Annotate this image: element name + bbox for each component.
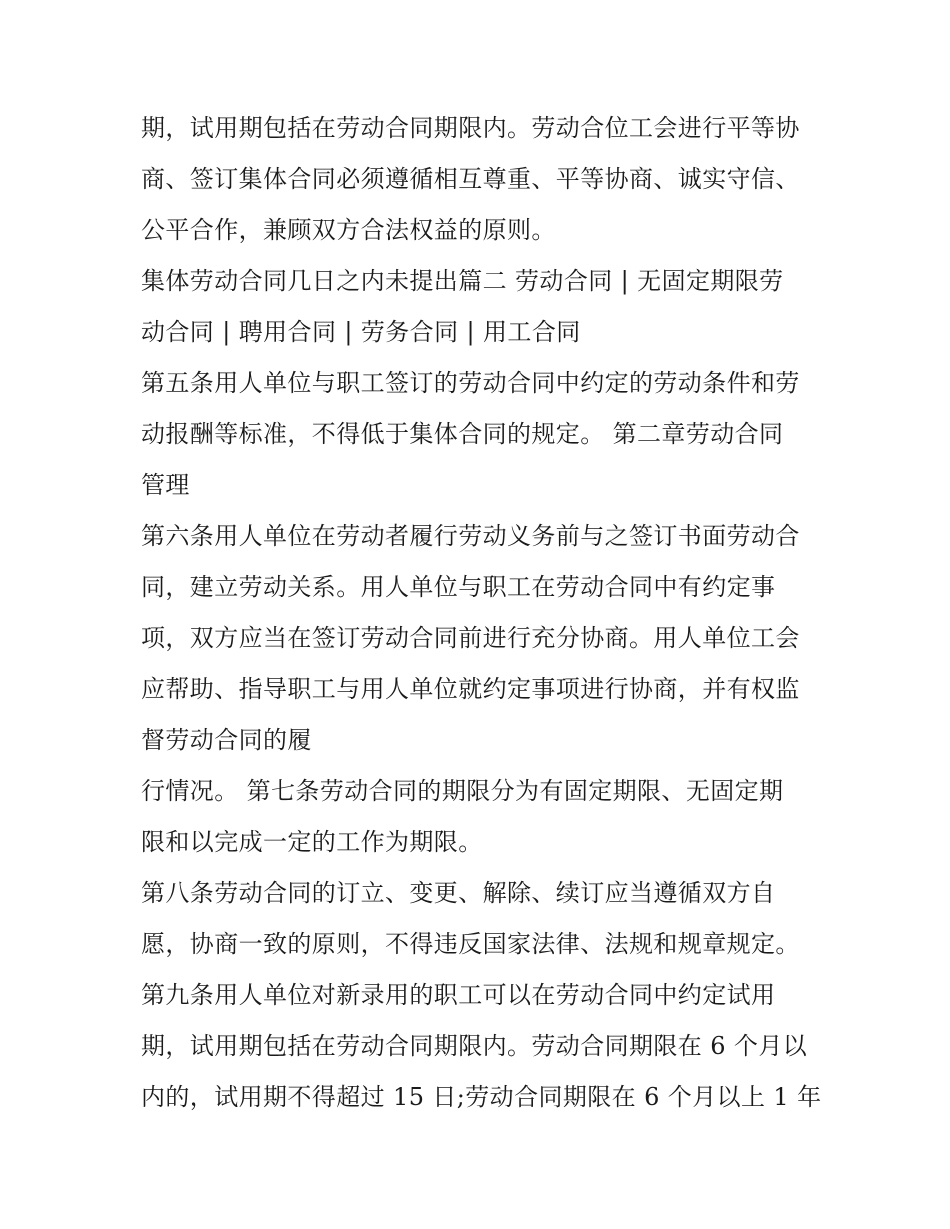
text-line: 第六条用人单位在劳动者履行劳动义务前与之签订书面劳动合 <box>141 522 800 550</box>
text-line: 第八条劳动合同的订立、变更、解除、续订应当遵循双方自 <box>141 879 776 907</box>
text-line: 督劳动合同的履 <box>141 726 312 754</box>
text-line: 同，建立劳动关系。用人单位与职工在劳动合同中有约定事 <box>141 573 776 601</box>
text-line: 商、签订集体合同必须遵循相互尊重、平等协商、诚实守信、 <box>141 165 800 193</box>
text-line: 项，双方应当在签订劳动合同前进行充分协商。用人单位工会 <box>141 624 800 652</box>
document-body <box>141 103 821 1123</box>
text-line: 管理 <box>141 471 190 499</box>
text-line: 公平合作，兼顾双方合法权益的原则。 <box>141 216 556 244</box>
text-line: 动合同 | 聘用合同 | 劳务合同 | 用工合同 <box>141 318 581 346</box>
text-line: 应帮助、指导职工与用人单位就约定事项进行协商，并有权监 <box>141 675 800 703</box>
text-line: 集体劳动合同几日之内未提出篇二 劳动合同 | 无固定期限劳 <box>141 267 784 295</box>
text-line: 限和以完成一定的工作为期限。 <box>141 828 483 856</box>
text-line: 第五条用人单位与职工签订的劳动合同中约定的劳动条件和劳 <box>141 369 800 397</box>
text-line: 愿，协商一致的原则，不得违反国家法律、法规和规章规定。 <box>141 930 800 958</box>
text-line: 动报酬等标准，不得低于集体合同的规定。 第二章劳动合同 <box>141 420 784 448</box>
text-line: 行情况。 第七条劳动合同的期限分为有固定期限、无固定期 <box>141 777 784 805</box>
text-line: 期，试用期包括在劳动合同期限内。劳动合同期限在 6 个月以 <box>141 1032 808 1060</box>
text-line: 第九条用人单位对新录用的职工可以在劳动合同中约定试用 <box>141 981 776 1009</box>
text-line: 内的，试用期不得超过 15 日;劳动合同期限在 6 个月以上 1 年 <box>141 1083 822 1111</box>
text-line: 期，试用期包括在劳动合同期限内。劳动合位工会进行平等协 <box>141 114 800 142</box>
